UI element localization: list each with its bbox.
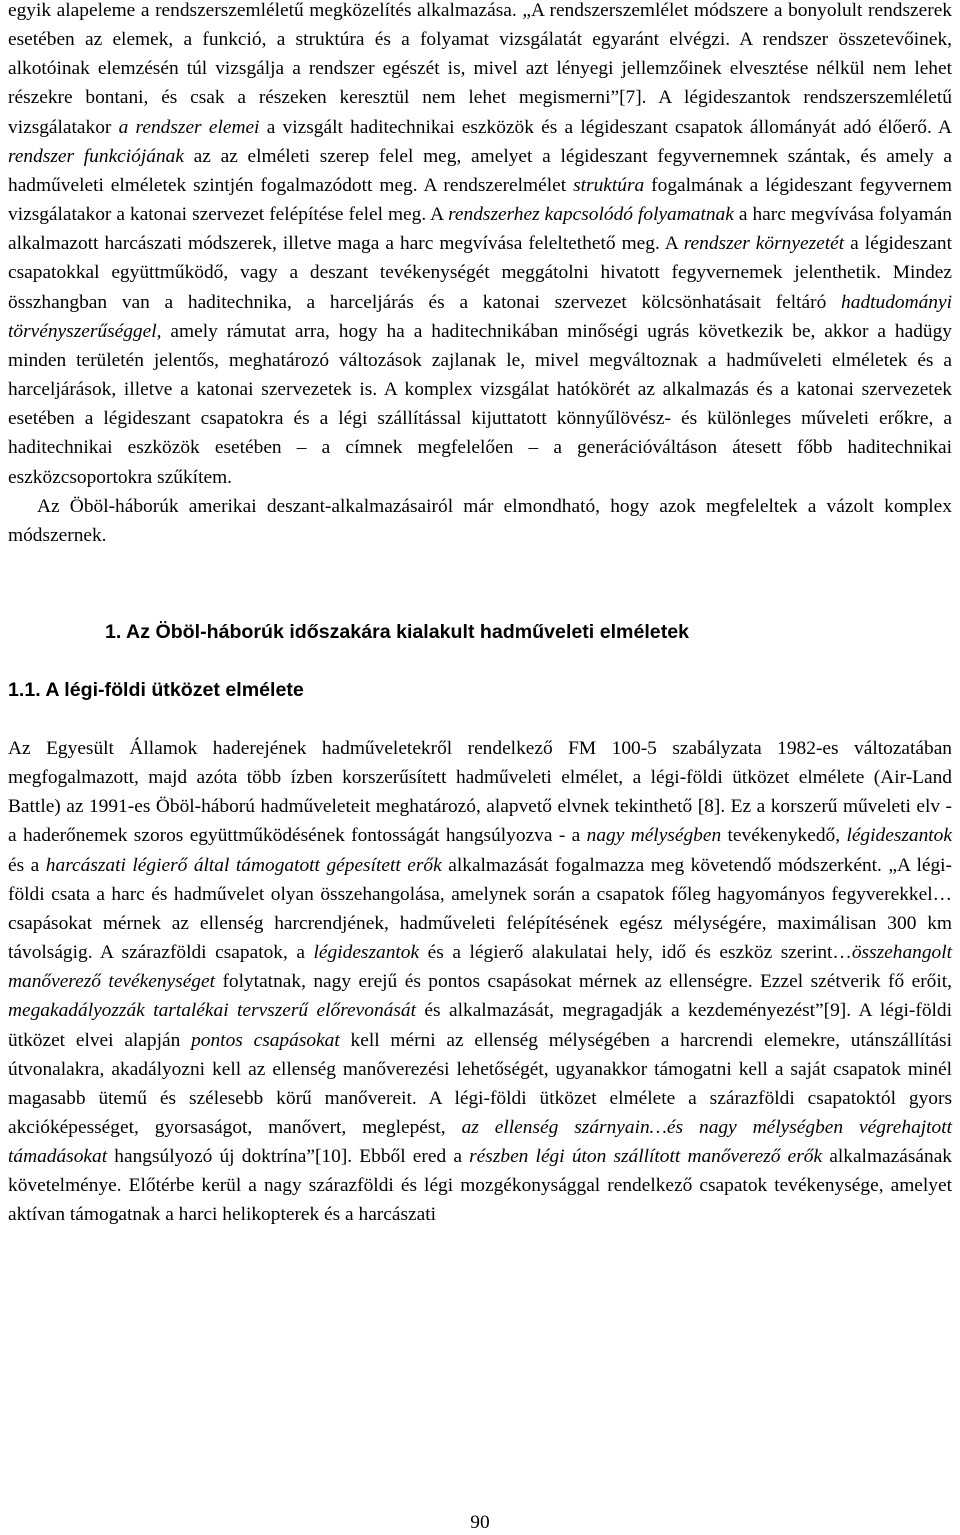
page-number: 90 [470,1512,490,1533]
section-heading: 1. Az Öböl-háborúk időszakára kialakult hadműveleti elméletek [105,620,690,643]
subsection-heading: 1.1. A légi-földi ütközet elmélete [8,678,304,701]
body-paragraph-2: Az Öböl-háborúk amerikai deszant-alkalmazásairól már elmondható, hogy azok megfeleltek a vázolt komplex módszernek. [8,495,952,546]
body-paragraph-1: egyik alapeleme a rendszerszemléletű megközelítés alkalmazása. „A rendszerszemlélet módszere a bonyolult rendszerek esetében az elemek, a funkció, a struktúra és a folyamat vizsgálatát egyaránt elvégzi. A rendszer összetevőinek, alkotóinak elemzésén túl vizsgálja a rendszer egészét is, mivel azt lényegi jellemzőinek elvesztése nélkül nem lehet részekre bontani, és csak a részeken keresztül nem lehet megismerni”[7]. A légideszantok rendszerszemléletű vizsgálatakor a rendszer elemei a vizsgált haditechnikai eszközök és a légideszant csapatok állományát adó élőerő. A rendszer funkciójának az az elméleti szerep felel meg, amelyet a légideszant fegyvernemnek szántak, és amely a hadműveleti elméletek szintjén fogalmazódott meg. A rendszerelmélet struktúra fogalmának a légideszant fegyvernem vizsgálatakor a katonai szervezet felépítése felel meg. A rendszerhez kapcsolódó folyamatnak a harc megvívása folyamán alkalmazott harcászati módszerek, illetve maga a harc megvívása feleltethető meg. A rendszer környezetét a légideszant csapatokkal együttműködő, vagy a deszant tevékenységét meggátolni hivatott fegyvernemek jelenthetik. Mindez összhangban van a haditechnika, a harceljárás és a katonai szervezet kölcsönhatásait feltáró hadtudományi törvényszerűséggel, amely rámutat arra, hogy ha a haditechnikában minőségi ugrás következik be, akkor a hadügy minden területén jelentős, meghatározó változások zajlanak le, mivel megváltoznak a hadműveleti elméletek és a harceljárások, illetve a katonai szervezetek is. A komplex vizsgálat hatókörét az alkalmazás és a katonai szervezetek esetében a légideszant csapatokra és a légi szállítással kijuttatott könnyűlövész- és különleges műveleti erőkre, a haditechnikai eszközök esetében – a címnek megfelelően – a generációváltáson átesett főbb haditechnikai eszközcsoportokra szűkítem. [8,0,953,488]
body-paragraph-3: Az Egyesült Államok haderejének hadműveletekről rendelkező FM 100-5 szabályzata 1982-es változatában megfogalmazott, majd azóta több ízben korszerűsített hadműveleti elmélet, a légi-földi ütközet elmélete (Air-Land Battle) az 1991-es Öböl-háború hadműveleteit meghatározó, alapvető elvnek tekinthető [8]. Ez a korszerű műveleti elv - a haderőnemek szoros együttműködésének fontosságát hangsúlyozva - a nagy mélységben tevékenykedő, légideszantok és a harcászati légierő által támogatott gépesített erők alkalmazását fogalmazza meg követendő módszerként. „A légi-földi csata a harc és hadművelet olyan összehangolása, amelynek során a csapatok főleg hagyományos fegyverekkel…csapásokat mérnek az ellenség harcrendjének, hadműveleti felépítésének egész mélységére, maximálisan 300 km távolságig. A szárazföldi csapatok, a légideszantok és a légierő alakulatai hely, idő és eszköz szerint…összehangolt manőverező tevékenységet folytatnak, nagy erejű és pontos csapásokat mérnek az ellenségre. Ezzel szétverik fő erőit, megakadályozzák tartalékai tervszerű előrevonását és alkalmazását, megragadják a kezdeményezést”[9]. A légi-földi ütközet elvei alapján pontos csapásokat kell mérni az ellenség mélységében a harcrendi elemekre, utánszállítási útvonalakra, akadályozni kell az ellenség manőverezési lehetőségét, ugyanakkor támogatni kell a saját csapatok minél magasabb ütemű és szélesebb körű manővereit. A légi-földi ütközet elmélete a szárazföldi csapatoktól gyors akcióképességet, gyorsaságot, manővert, meglepést, az ellenség szárnyain…és nagy mélységben végrehajtott támadásokat hangsúlyozó új doktrína”[10]. Ebből ered a részben légi úton szállított manőverező erők alkalmazásának követelménye. Előtérbe kerül a nagy szárazföldi és légi mozgékonysággal rendelkező csapatok tevékenysége, amelyet aktívan támogatnak a harci helikopterek és a harcászati [8,737,953,1226]
